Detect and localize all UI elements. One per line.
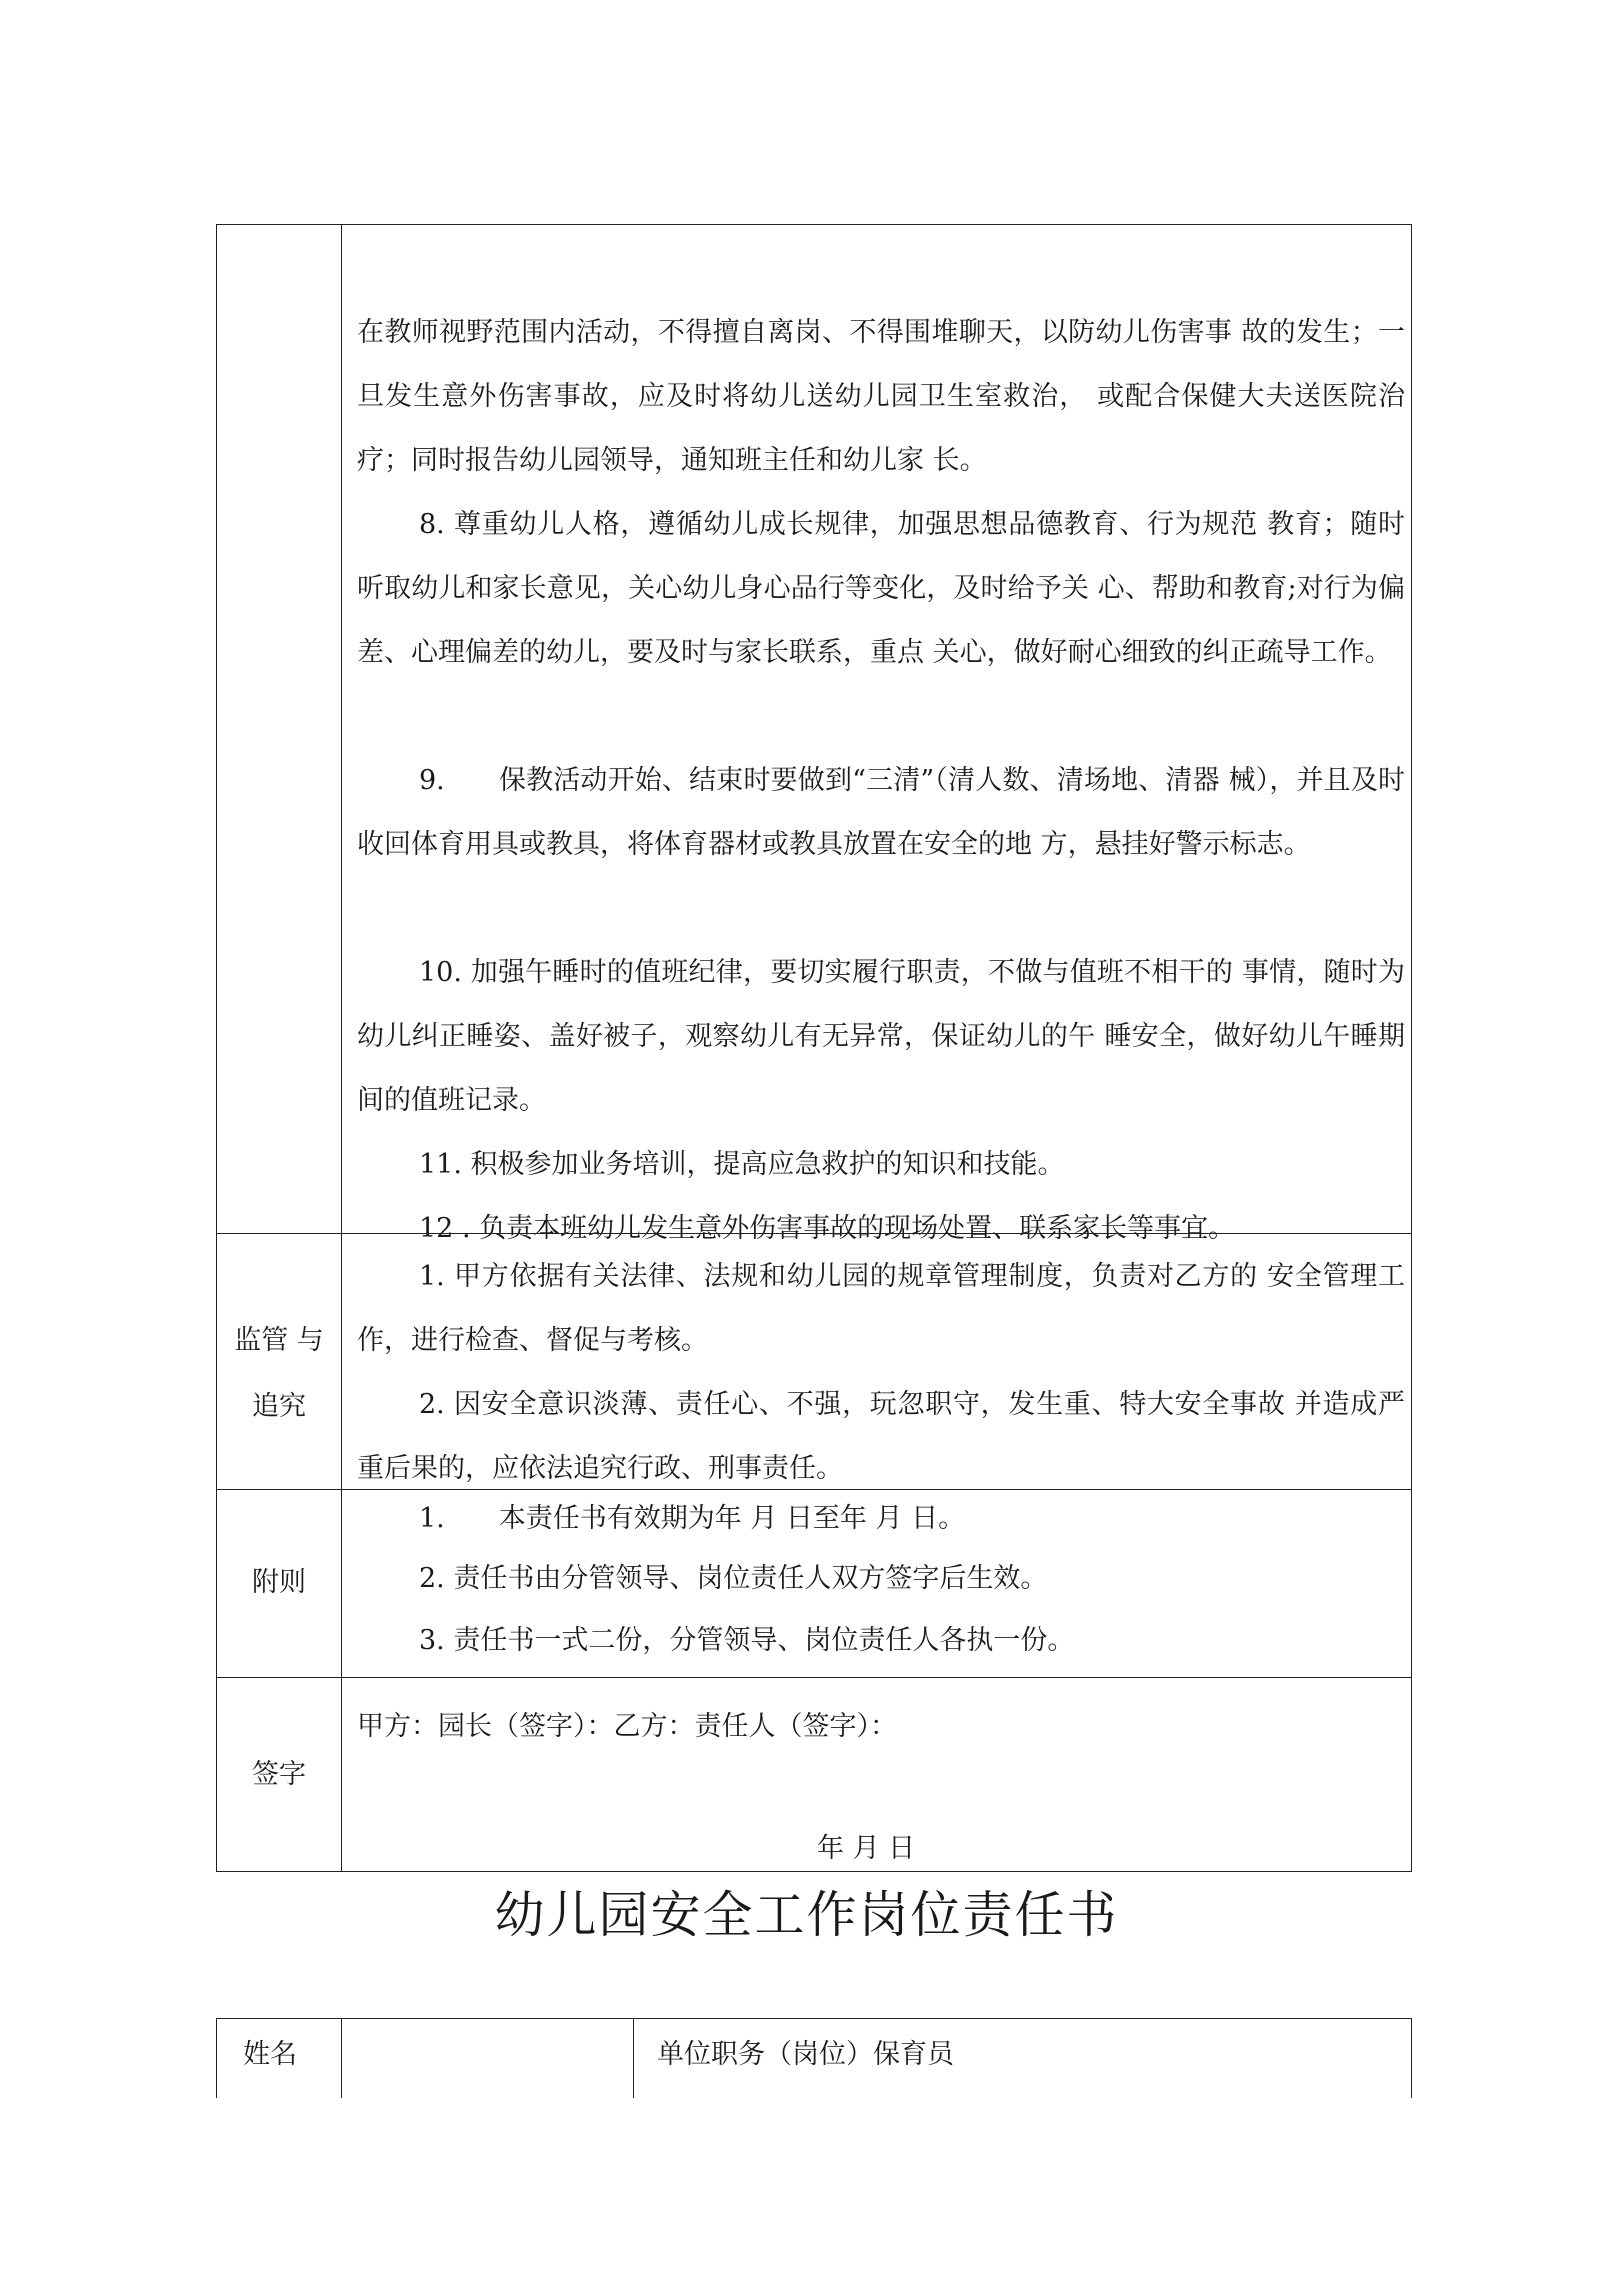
column-divider [633, 2019, 634, 2098]
info-table [216, 2018, 1412, 2098]
position-label: 单位职务（岗位）保育员 [657, 2039, 954, 2070]
signature-line: 甲方：园长（签字）：乙方：责任人（签字）： [357, 1711, 897, 1742]
supplementary-item-1: 1. 本责任书有效期为年 月 日至年 月 日。 [419, 1503, 966, 1534]
duty-paragraph-10: 10. 加强午睡时的值班纪律，要切实履行职责，不做与值班不相干的 事情，随时为幼儿纠正睡姿、盖好被子，观察幼儿有无异常，保证幼儿的午 睡安全，做好幼儿午睡期间的值班记录。 [357, 957, 1405, 1116]
duty-paragraph-9: 9. 保教活动开始、结束时要做到“三清”（清人数、清场地、清器 械），并且及时收回体育用具或教具，将体育器材或教具放置在安全的地 方，悬挂好警示标志。 [357, 765, 1405, 860]
supervision-label-line1: 监管 与 [234, 1325, 324, 1356]
signature-date: 年 月 日 [817, 1833, 916, 1864]
supervision-paragraph-2: 2. 因安全意识淡薄、责任心、不强，玩忽职守，发生重、特大安全事故 并造成严重后果的，应依法追究行政、刑事责任。 [357, 1389, 1405, 1484]
duty-paragraph-12: 12 . 负责本班幼儿发生意外伤害事故的现场处置、联系家长等事宜。 [419, 1213, 1236, 1244]
duty-paragraph-8: 8. 尊重幼儿人格，遵循幼儿成长规律，加强思想品德教育、行为规范 教育；随时听取幼儿和家长意见，关心幼儿身心品行等变化，及时给予关 心、帮助和教育;对行为偏差、心理偏差的幼儿，要及时与家长联系，重点 关心，做好耐心细致的纠正疏导工作。 [357, 509, 1405, 668]
supplementary-item-2: 2. 责任书由分管领导、岗位责任人双方签字后生效。 [419, 1563, 1048, 1594]
column-divider [341, 225, 342, 1871]
column-divider [341, 2019, 342, 2098]
supervision-label-line2: 追究 [252, 1391, 306, 1422]
supervision-paragraph-1: 1. 甲方依据有关法律、法规和幼儿园的规章管理制度，负责对乙方的 安全管理工作，进行检查、督促与考核。 [357, 1261, 1405, 1356]
row-divider [217, 1677, 1411, 1678]
name-label: 姓名 [243, 2039, 297, 2070]
supplementary-label: 附则 [252, 1567, 306, 1598]
signature-label: 签字 [252, 1759, 306, 1790]
document-title: 幼儿园安全工作岗位责任书 [494, 1886, 1119, 1944]
duty-paragraph-7-continued: 在教师视野范围内活动，不得擅自离岗、不得围堆聊天，以防幼儿伤害事 故的发生；一旦发生意外伤害事故，应及时将幼儿送幼儿园卫生室救治， 或配合保健大夫送医院治疗；同时报告幼儿园领导，通知班主任和幼儿家 长。 [357, 317, 1405, 476]
supplementary-item-3: 3. 责任书一式二份，分管领导、岗位责任人各执一份。 [419, 1625, 1075, 1656]
duty-paragraph-11: 11. 积极参加业务培训，提高应急救护的知识和技能。 [419, 1149, 1065, 1180]
row-divider [217, 1233, 1411, 1234]
responsibility-table [216, 224, 1412, 1872]
